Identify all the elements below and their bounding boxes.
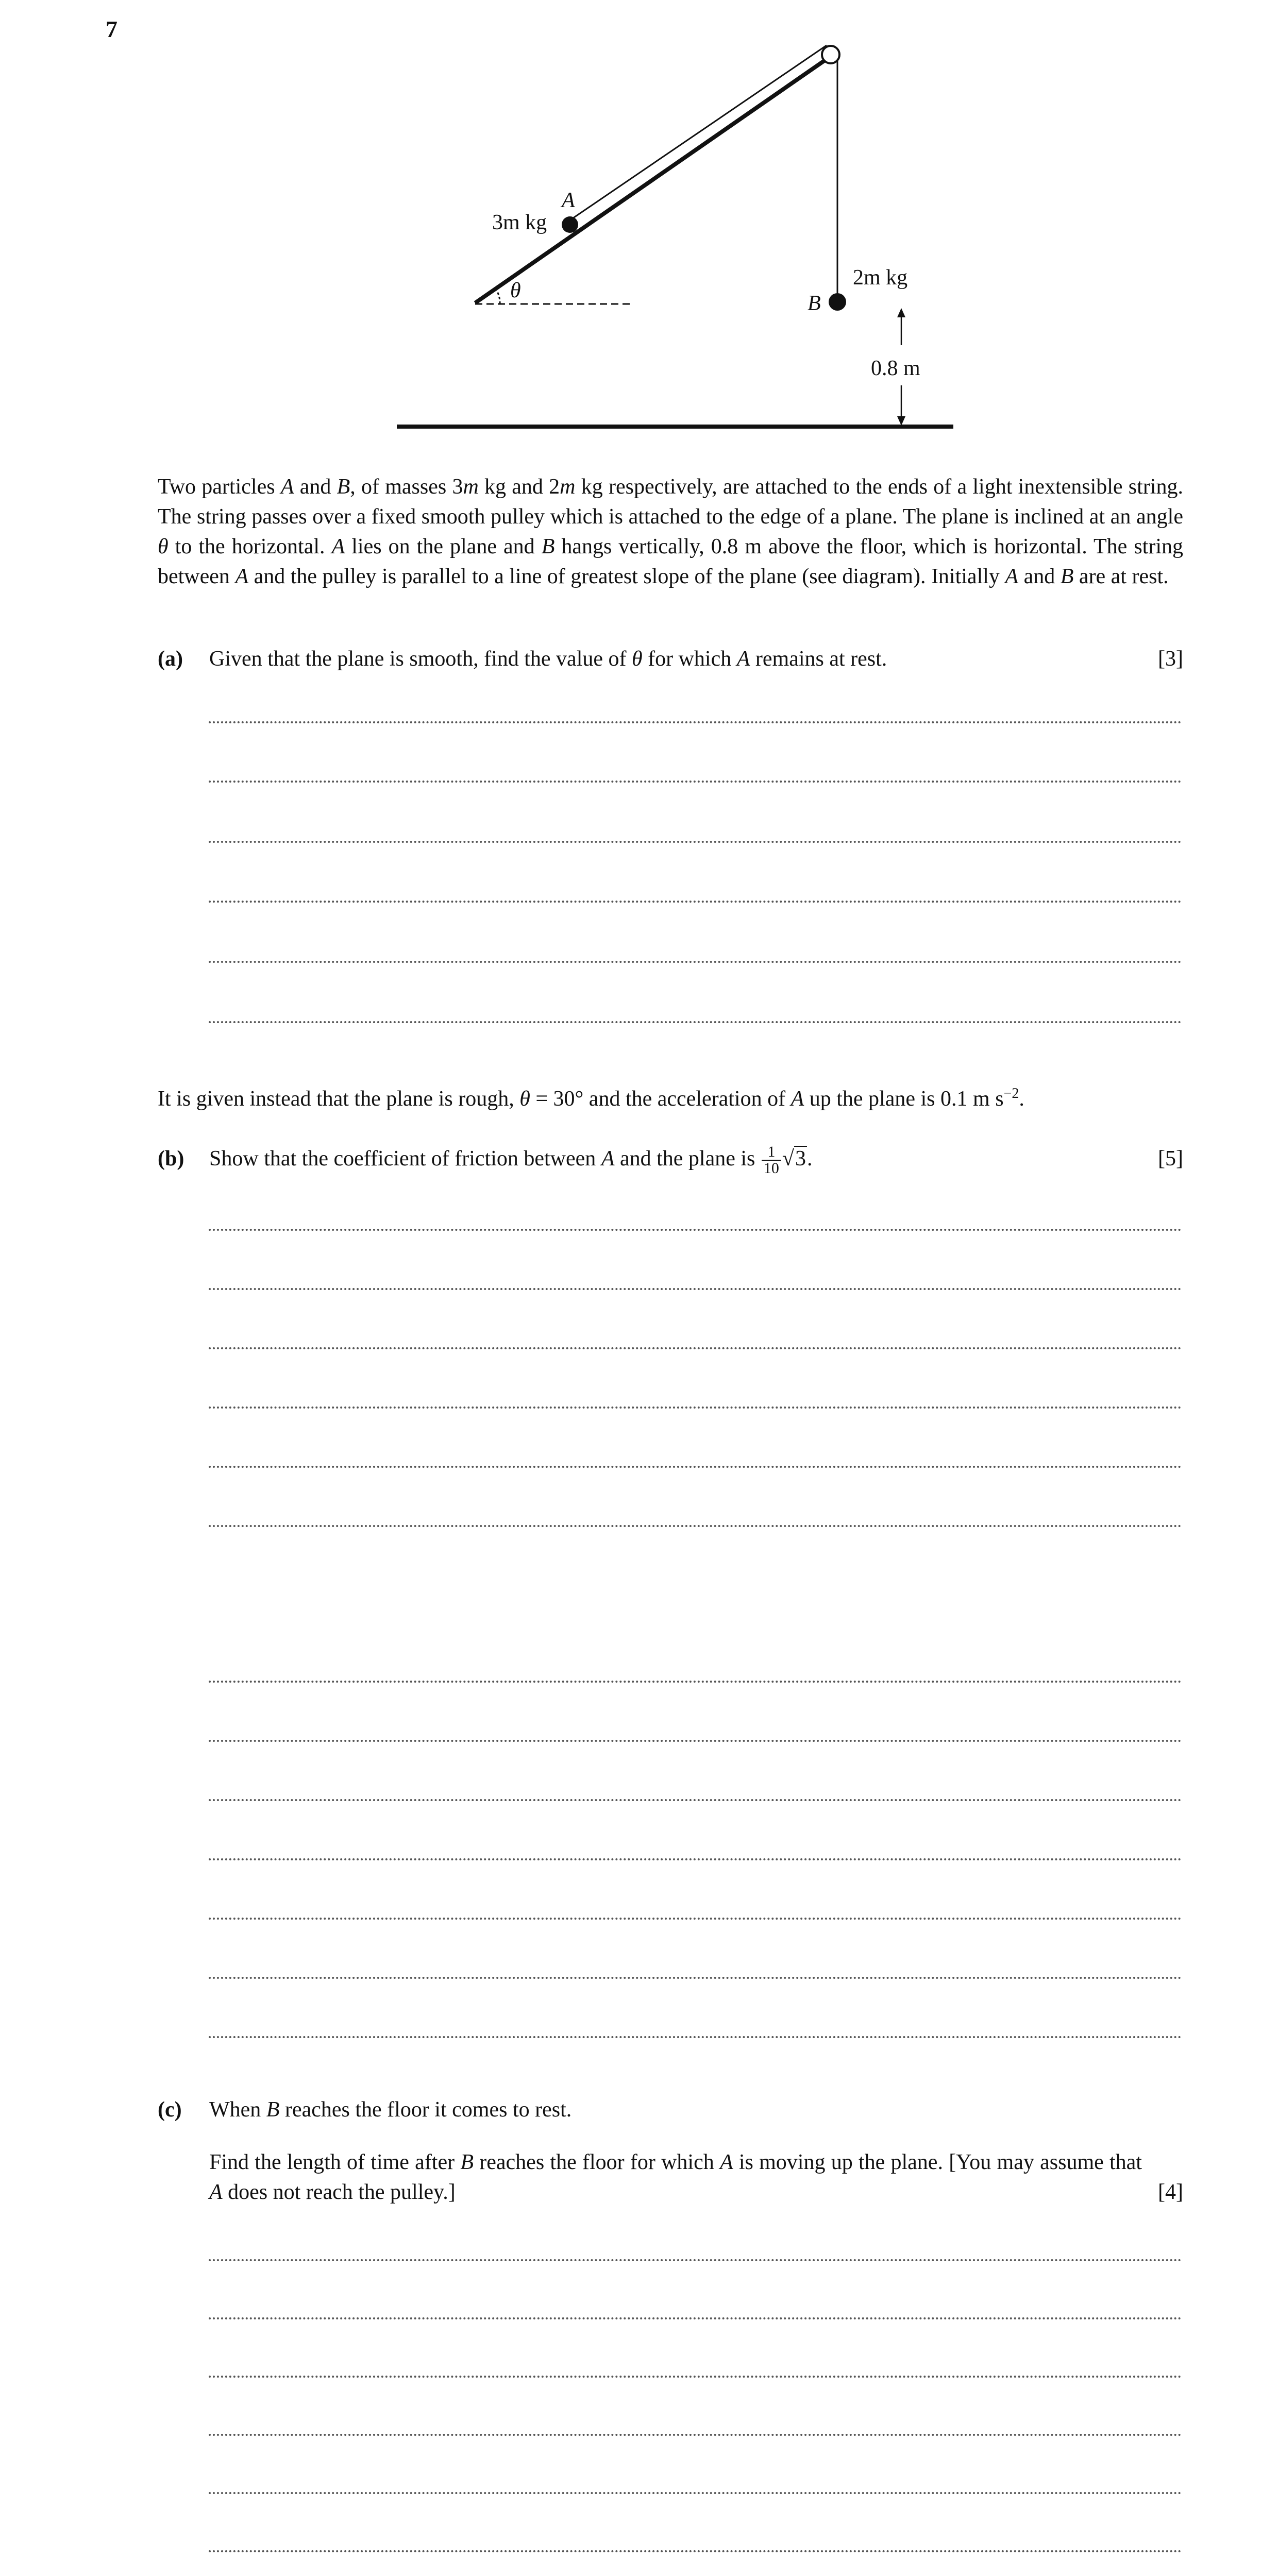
answer-line[interactable] — [209, 2492, 1182, 2494]
part-b-text: Show that the coefficient of friction between A and the plane is $\frac{1}{10}$ √3. — [209, 1143, 813, 1177]
label-height: 0.8 m — [871, 357, 920, 380]
given-condition: It is given instead that the plane is rough, θ = 30° and the acceleration of A up the plane is 0.1 m $s^{-2}$. — [158, 1086, 1024, 1111]
height-arrow-down-head — [897, 416, 905, 426]
answer-line[interactable] — [209, 961, 1182, 963]
part-c-text-1: When B reaches the floor it comes to rest. — [209, 2098, 572, 2122]
pulley-diagram — [0, 0, 1278, 443]
height-arrow-up-head — [897, 308, 905, 317]
inclined-plane — [475, 58, 829, 303]
answer-line[interactable] — [209, 1858, 1182, 1860]
answer-line[interactable] — [209, 1466, 1182, 1468]
part-b-label: (b) — [158, 1147, 184, 1171]
answer-line[interactable] — [209, 1799, 1182, 1801]
answer-line[interactable] — [209, 2434, 1182, 2436]
answer-line[interactable] — [209, 841, 1182, 843]
part-c-label: (c) — [158, 2098, 182, 2122]
part-c-marks: [4] — [1158, 2180, 1183, 2204]
part-a-text: Given that the plane is smooth, find the value of θ for which A remains at rest. — [209, 647, 887, 671]
answer-line[interactable] — [209, 2550, 1182, 2552]
answer-line[interactable] — [209, 2036, 1182, 2038]
part-a-marks: [3] — [1158, 647, 1183, 671]
pulley — [822, 46, 839, 63]
answer-line[interactable] — [209, 1918, 1182, 1920]
answer-line[interactable] — [209, 1681, 1182, 1683]
answer-line[interactable] — [209, 1347, 1182, 1349]
answer-line[interactable] — [209, 2259, 1182, 2261]
answer-line[interactable] — [209, 781, 1182, 783]
part-b-marks: [5] — [1158, 1147, 1183, 1171]
particle-a — [562, 216, 578, 233]
answer-line[interactable] — [209, 1406, 1182, 1409]
string-plane-section — [571, 45, 827, 219]
question-number: 7 — [106, 16, 117, 42]
answer-line[interactable] — [209, 2317, 1182, 2319]
label-mass-b: 2m kg — [853, 266, 908, 290]
part-c-text-2: Find the length of time after B reaches the floor for which A is moving up the plane. [You may assume that A does not reach the pulley.] — [209, 2150, 1142, 2204]
answer-line[interactable] — [209, 1740, 1182, 1742]
answer-line[interactable] — [209, 1288, 1182, 1290]
answer-line[interactable] — [209, 1229, 1182, 1231]
label-theta: θ — [510, 279, 521, 302]
answer-line[interactable] — [209, 1021, 1182, 1023]
label-a: A — [562, 189, 575, 212]
question-intro: Two particles A and B, of masses 3m kg and 2m kg respectively, are attached to the ends of a light inextensible string. The string passes over a fixed smooth pulley which is attached to the edge of a plane. The plane is inclined at an angle θ to the horizontal. A lies on the plane and B hangs vertically, 0.8 m above the floor, which is horizontal. The string between A and the pulley is parallel to a line of greatest slope of the plane (see diagram). Initially A and B are at rest. — [158, 475, 1184, 588]
particle-b — [829, 293, 846, 311]
answer-line[interactable] — [209, 1977, 1182, 1979]
angle-arc — [496, 289, 500, 304]
label-b: B — [808, 292, 821, 315]
answer-line[interactable] — [209, 2376, 1182, 2378]
answer-line[interactable] — [209, 721, 1182, 723]
answer-line[interactable] — [209, 1525, 1182, 1527]
part-a-label: (a) — [158, 647, 183, 671]
label-mass-a: 3m kg — [492, 211, 547, 234]
answer-line[interactable] — [209, 901, 1182, 903]
fraction-one-tenth: $\frac{1}{10}$ — [762, 1144, 781, 1176]
